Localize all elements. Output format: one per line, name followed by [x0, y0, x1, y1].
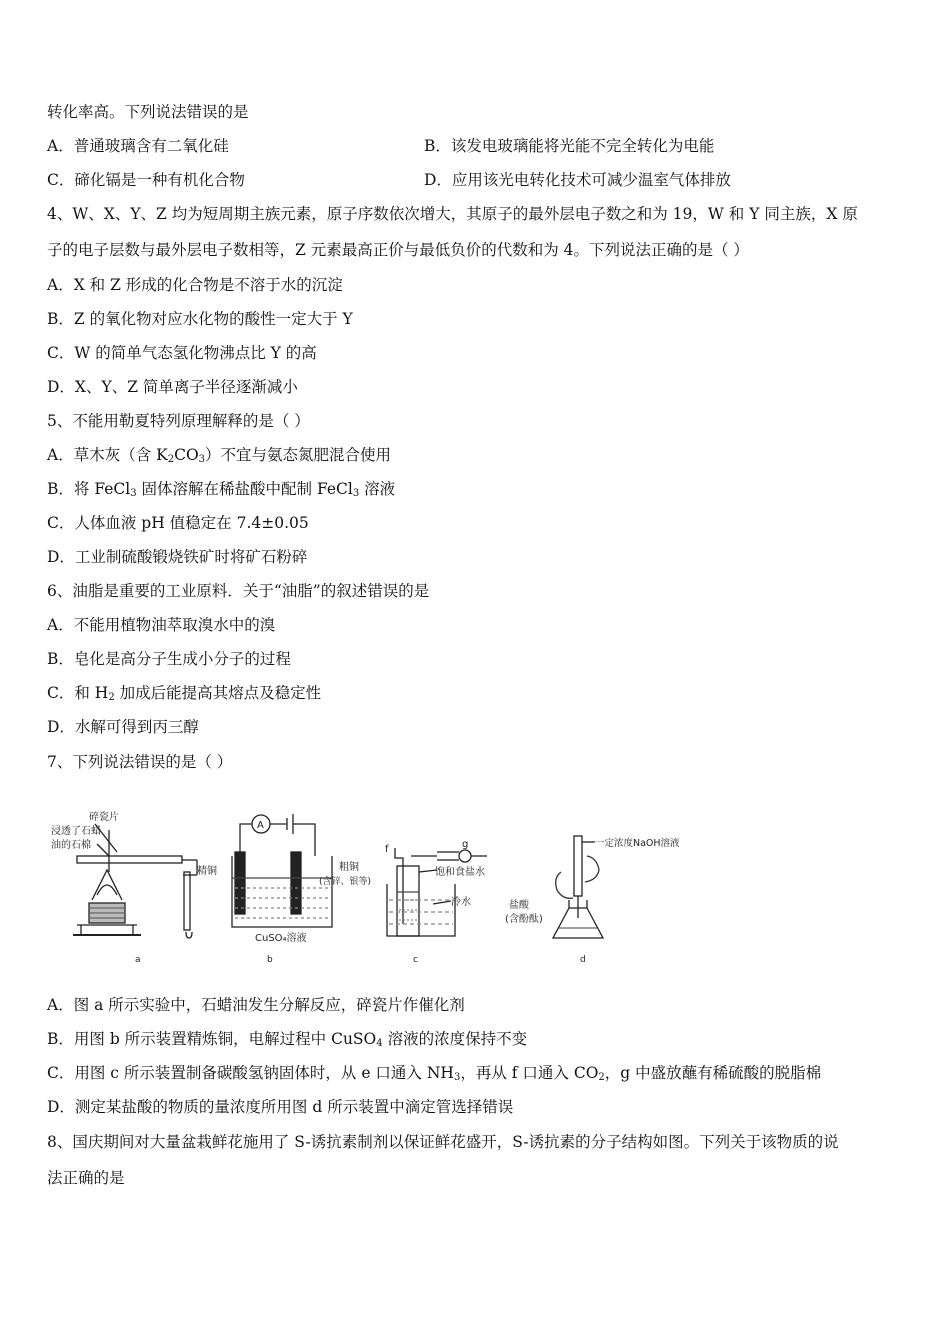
text: ，g 中盛放蘸有稀硫酸的脱脂棉	[604, 1064, 822, 1082]
label-b-anode-note: (含锌、银等)	[319, 877, 372, 887]
apparatus-a	[51, 810, 197, 965]
text: ）不宜与氨态氮肥混合使用	[205, 446, 392, 464]
text: C．用图 c 所示装置制备碳酸氢钠固体时，从 e 口通入 NH	[47, 1064, 454, 1082]
q3-option-a: A．普通玻璃含有二氧化硅	[47, 137, 229, 155]
label-a-1: 碎瓷片	[89, 812, 119, 823]
text: 固体溶解在稀盐酸中配制 FeCl	[136, 480, 353, 498]
q7-option-c	[47, 1063, 821, 1083]
text: A．草木灰（含 K	[47, 446, 168, 464]
q6-option-c	[47, 683, 321, 703]
q4-option-d: D．X、Y、Z 简单离子半径逐渐减小	[47, 378, 298, 396]
caption-d: d	[580, 955, 586, 965]
q8-stem-line-1: 8、国庆期间对大量盆栽鲜花施用了 S-诱抗素制剂以保证鲜花盛开，S-诱抗素的分子结构如图。下列关于该物质的说	[47, 1133, 839, 1151]
caption-a: a	[135, 955, 141, 965]
label-a-3: 油的石棉	[51, 840, 91, 851]
text: B．用图 b 所示装置精炼铜，电解过程中 CuSO	[47, 1030, 377, 1048]
caption-c: c	[413, 955, 418, 965]
apparatus-d	[505, 836, 680, 965]
label-c-g: g	[462, 839, 469, 850]
label-c-f: f	[385, 844, 389, 855]
q3-option-d: D．应用该光电转化技术可减少温室气体排放	[424, 171, 731, 189]
subscript: 3	[130, 488, 137, 499]
q6-option-a: A．不能用植物油萃取溴水中的溴	[47, 616, 276, 634]
q4-stem-line-1: 4、W、X、Y、Z 均为短周期主族元素，原子序数依次增大，其原子的最外层电子数之和为 19，W 和 Y 同主族，X 原	[47, 205, 858, 223]
q5-option-c: C．人体血液 pH 值稳定在 7.4±0.05	[47, 514, 309, 532]
text: C．和 H	[47, 684, 109, 702]
q4-stem-line-2: 子的电子层数与最外层电子数相等，Z 元素最高正价与最低负价的代数和为 4。下列说法正确的是（ ）	[47, 241, 749, 259]
text: 溶液的浓度保持不变	[382, 1030, 528, 1048]
label-c-cold-water: 冷水	[451, 897, 471, 908]
q4-option-c: C．W 的简单气态氢化物沸点比 Y 的高	[47, 344, 317, 362]
q8-stem-line-2: 法正确的是	[47, 1169, 125, 1187]
q5-option-a	[47, 445, 391, 465]
q7-apparatus-figure	[47, 800, 727, 970]
label-b-anode: 粗铜	[339, 862, 359, 873]
apparatus-c	[385, 839, 487, 965]
q7-option-d: D．测定某盐酸的物质的量浓度所用图 d 所示装置中滴定管选择错误	[47, 1098, 514, 1116]
subscript: 3	[198, 454, 206, 465]
q6-option-b: B．皂化是高分子生成小分子的过程	[47, 650, 291, 668]
caption-b: b	[267, 955, 273, 965]
label-a-2: 浸透了石蜡	[51, 826, 101, 837]
text: CO	[174, 446, 199, 464]
q3-option-row-1	[47, 136, 715, 156]
q4-option-a: A．X 和 Z 形成的化合物是不溶于水的沉淀	[47, 276, 343, 294]
q3-option-row-2	[47, 170, 731, 190]
subscript: 2	[598, 1072, 605, 1083]
q3-stem-tail: 转化率高。下列说法错误的是	[47, 103, 249, 121]
q5-option-d: D．工业制硫酸锻烧铁矿时将矿石粉碎	[47, 548, 308, 566]
q7-stem: 7、下列说法错误的是（ ）	[47, 753, 233, 771]
apparatus-b	[197, 814, 371, 965]
q3-option-b: B．该发电玻璃能将光能不完全转化为电能	[424, 137, 715, 155]
subscript: 2	[167, 454, 175, 465]
q5-stem: 5、不能用勒夏特列原理解释的是（ ）	[47, 412, 310, 430]
q4-option-b: B．Z 的氧化物对应水化物的酸性一定大于 Y	[47, 310, 353, 328]
label-c-brine: 饱和食盐水	[435, 867, 485, 878]
text: 加成后能提高其熔点及稳定性	[114, 684, 322, 702]
label-d-base: 一定浓度NaOH溶液	[595, 838, 680, 849]
ammeter-label: A	[257, 820, 264, 831]
text: ，再从 f 口通入 CO	[460, 1064, 599, 1082]
subscript: 3	[453, 1072, 461, 1083]
label-d-acid: 盐酸	[509, 900, 529, 911]
subscript: 2	[108, 692, 115, 703]
q7-option-a: A．图 a 所示实验中，石蜡油发生分解反应，碎瓷片作催化剂	[47, 996, 465, 1014]
text: 溶液	[359, 480, 396, 498]
q7-option-b	[47, 1029, 527, 1049]
label-d-indicator: (含酚酞)	[505, 914, 543, 925]
text: B．将 FeCl	[47, 480, 131, 498]
q3-option-c: C．碲化镉是一种有机化合物	[47, 171, 245, 189]
q5-option-b	[47, 479, 395, 499]
q6-option-d: D．水解可得到丙三醇	[47, 718, 199, 736]
q6-stem: 6、油脂是重要的工业原料．关于“油脂”的叙述错误的是	[47, 582, 430, 600]
subscript: 4	[376, 1038, 383, 1049]
label-b-solution: CuSO₄溶液	[255, 933, 307, 944]
subscript: 3	[352, 488, 360, 499]
label-b-cathode: 精铜	[197, 866, 217, 877]
